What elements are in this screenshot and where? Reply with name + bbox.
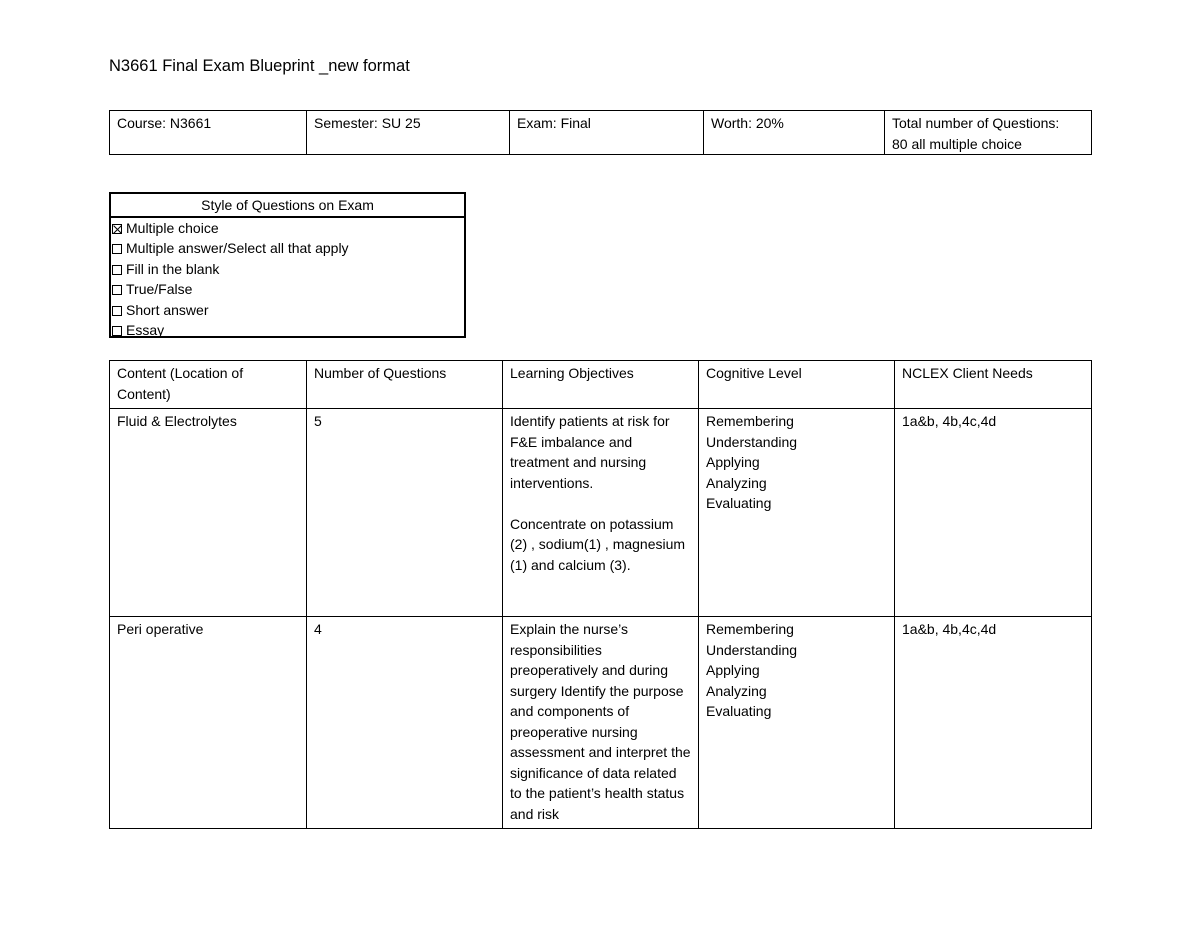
cognitive-cell [699,409,895,617]
checkbox-icon[interactable] [112,224,122,234]
header-content: Content (Location of Content) [110,361,307,409]
question-style-header: Style of Questions on Exam [111,194,464,218]
content-table [109,360,1092,829]
worth-cell: Worth: 20% [704,111,885,155]
option-label: Multiple answer/Select all that apply [126,240,349,257]
cognitive-level: Understanding [706,433,798,450]
cognitive-level: Applying [706,662,760,678]
question-style-list [111,218,464,340]
checkbox-icon[interactable] [112,285,122,295]
cognitive-level: Remembering [706,621,794,637]
content-cell: Peri operative [110,617,307,829]
objectives-cell [503,617,699,829]
nclex-cell: 1a&b, 4b,4c,4d [895,617,1092,829]
option-label: Multiple choice [126,220,219,236]
question-style-option[interactable] [111,218,464,238]
cognitive-level: Remembering [706,413,794,429]
question-style-option[interactable] [111,320,464,340]
question-style-option[interactable] [111,300,464,320]
option-label: Fill in the blank [126,260,220,277]
number-cell: 5 [307,409,503,617]
course-info-table [109,110,1092,155]
course-info-row [110,111,1092,155]
header-cognitive: Cognitive Level [699,361,895,409]
option-label: Short answer [126,301,209,318]
header-nclex: NCLEX Client Needs [895,361,1092,409]
checkbox-icon[interactable] [112,244,122,254]
total-questions-cell [885,111,1092,155]
header-number: Number of Questions [307,361,503,409]
question-style-option[interactable] [111,259,464,279]
objectives-cell [503,409,699,617]
option-label: True/False [126,281,193,298]
content-table-header-row [110,361,1092,409]
question-style-option[interactable] [111,238,464,258]
nclex-cell: 1a&b, 4b,4c,4d [895,409,1092,617]
semester-cell: Semester: SU 25 [307,111,510,155]
checkbox-icon[interactable] [112,306,122,316]
cognitive-level: Applying [706,454,760,470]
objectives-text: Explain the nurse’s responsibilities preoperatively and during surgery Identify the purpose and components of preoperative nursing assessment and interpret the significance of data related to the patient’s health status and risk [510,621,691,822]
checkbox-icon[interactable] [112,265,122,275]
course-cell: Course: N3661 [110,111,307,155]
exam-cell: Exam: Final [510,111,704,155]
content-cell: Fluid & Electrolytes [110,409,307,617]
question-style-box [109,192,466,338]
objectives-text: Identify patients at risk for F&E imbalance and treatment and nursing interventions. [510,413,670,491]
cognitive-level: Evaluating [706,495,772,511]
cognitive-cell [699,617,895,829]
cognitive-level: Understanding [706,641,798,658]
total-questions-value: 80 all multiple choice [892,135,1022,152]
cognitive-level: Analyzing [706,474,767,491]
header-objectives: Learning Objectives [503,361,699,409]
cognitive-level: Analyzing [706,682,767,699]
number-cell: 4 [307,617,503,829]
table-row [110,617,1092,829]
document-title: N3661 Final Exam Blueprint _new format [109,57,410,75]
checkbox-icon[interactable] [112,326,122,336]
option-label: Essay [126,321,165,338]
objectives-text: Concentrate on potassium (2) , sodium(1) , magnesium (1) and calcium (3). [510,515,686,573]
cognitive-level: Evaluating [706,703,772,719]
table-row [110,409,1092,617]
total-questions-label: Total number of Questions: [892,115,1060,131]
question-style-option[interactable] [111,279,464,299]
